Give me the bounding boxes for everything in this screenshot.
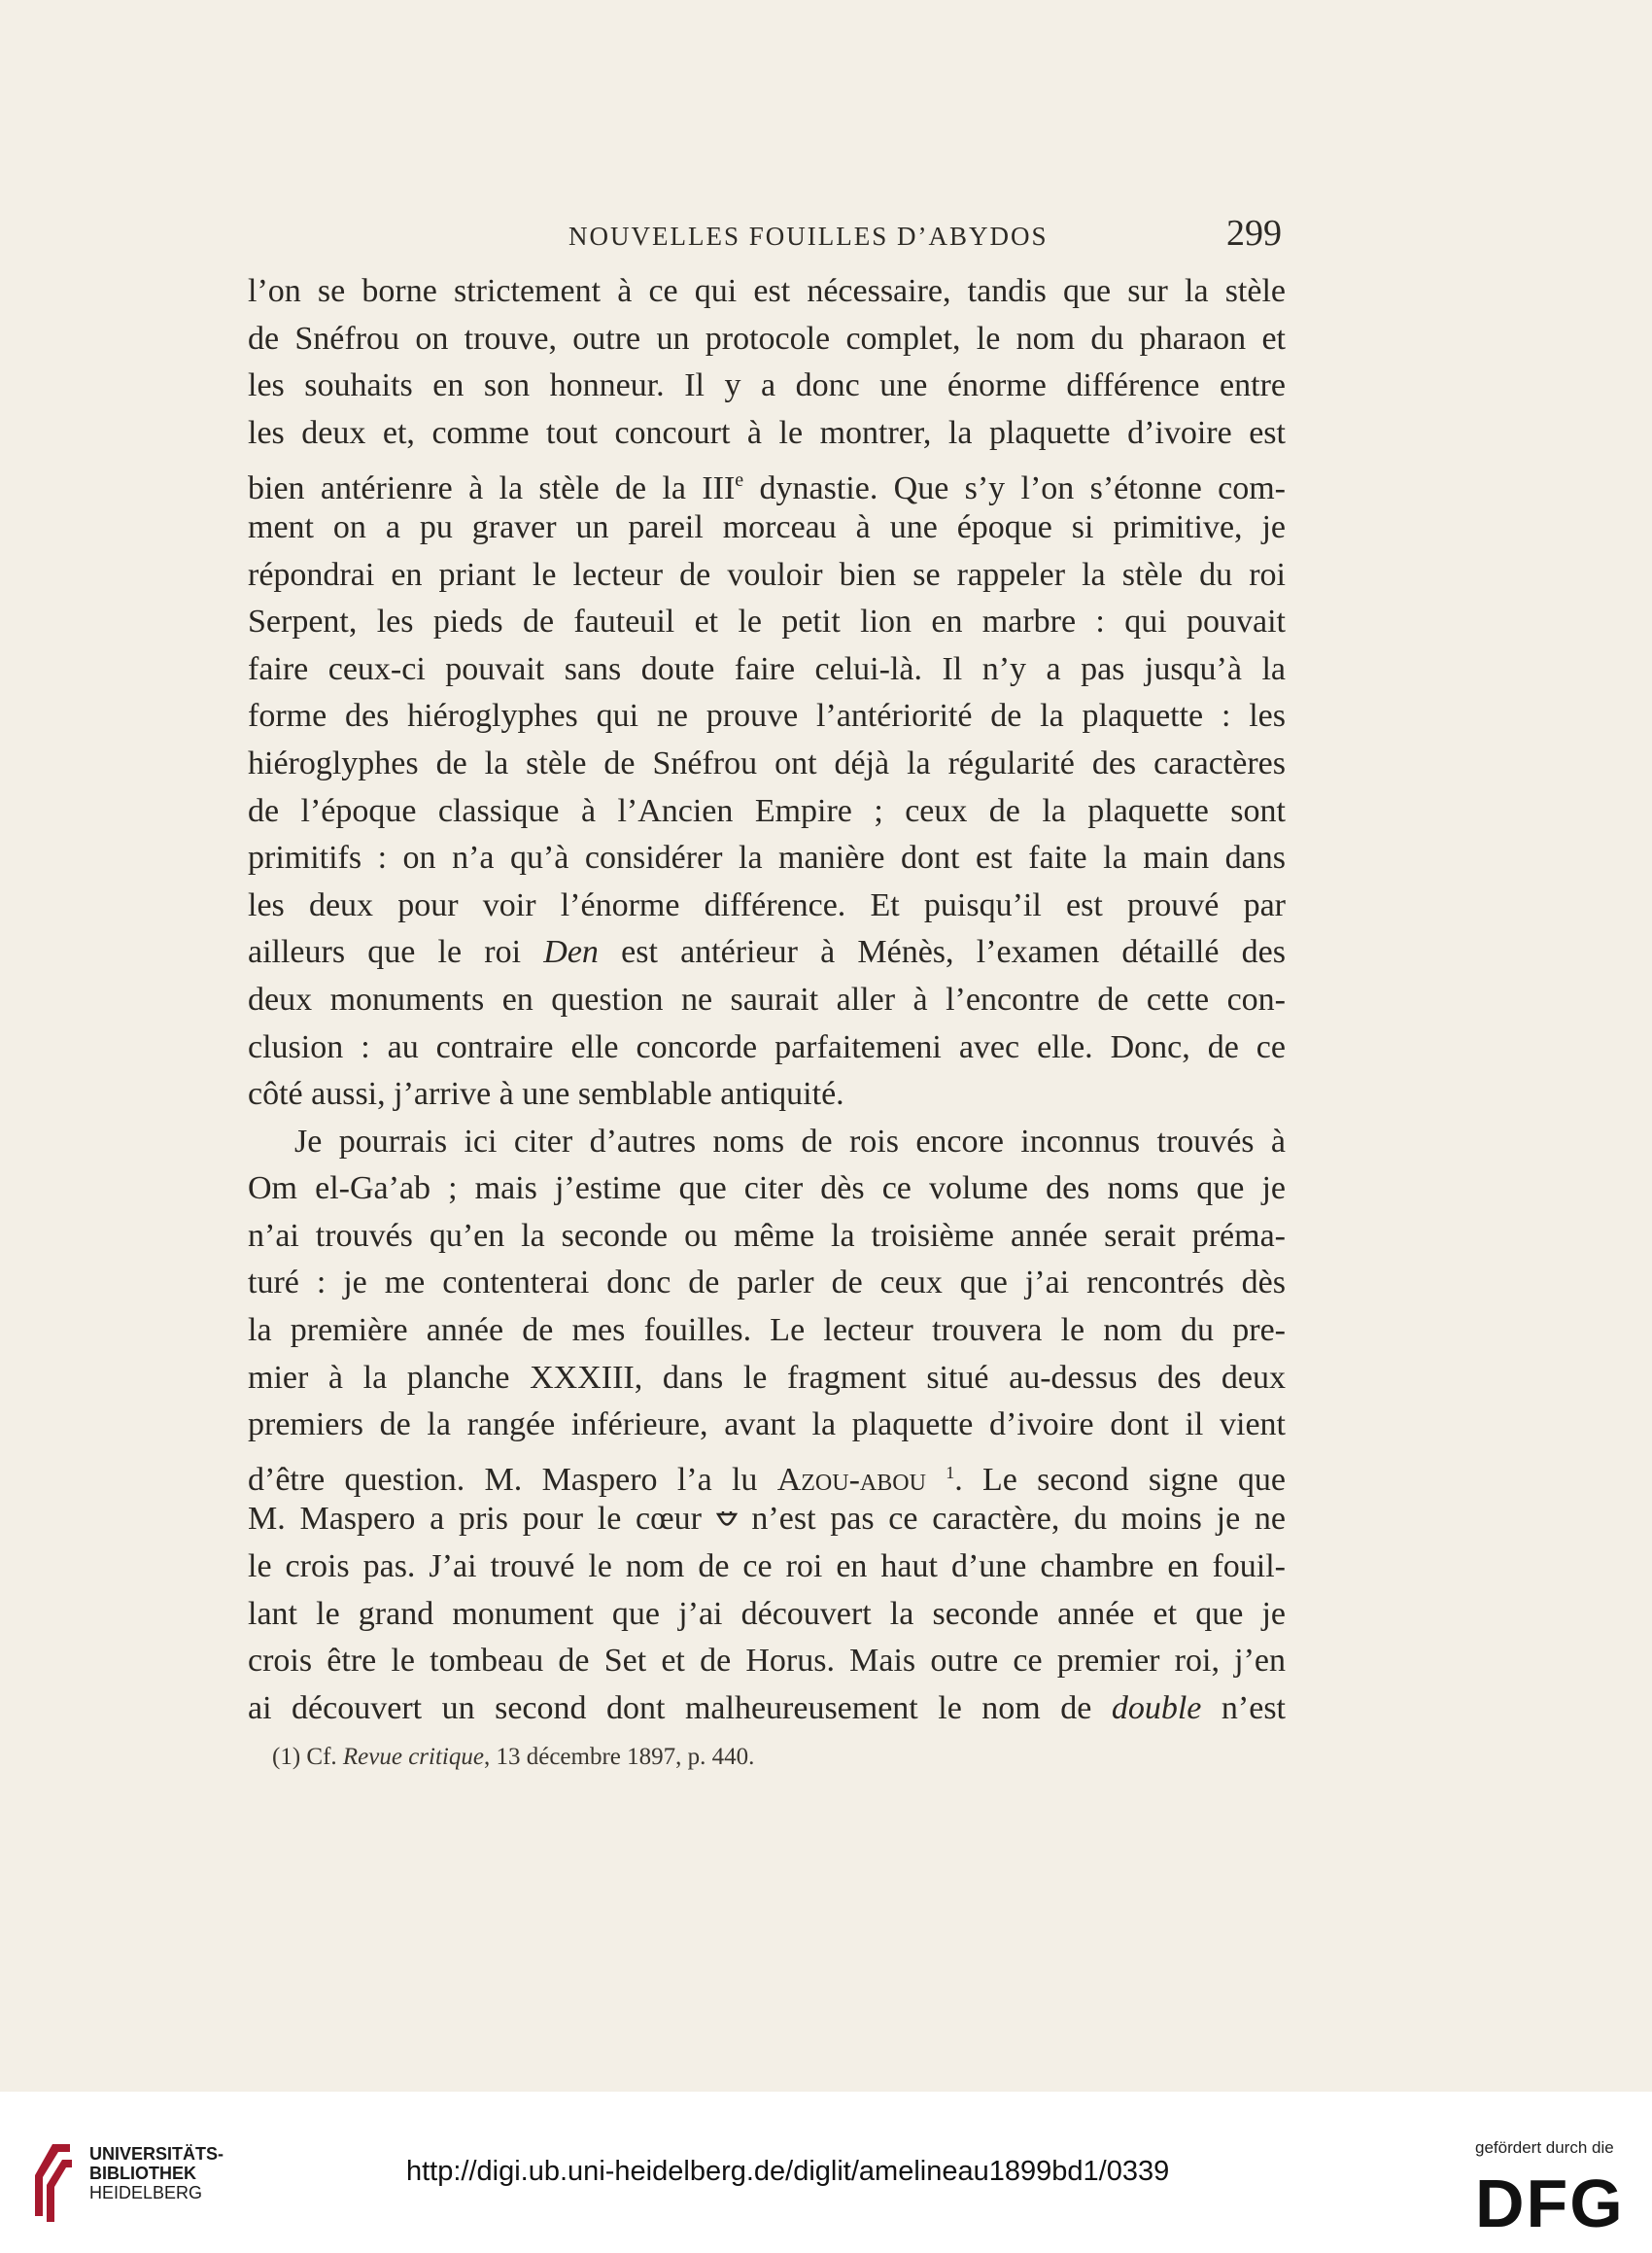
text-line (248, 599, 1286, 646)
funding-label: gefördert durch die (1475, 2138, 1614, 2157)
text-line (248, 929, 1286, 977)
line-text (248, 929, 1286, 977)
text-line (248, 552, 1286, 600)
text-line (248, 788, 1286, 836)
line-segment: bien antérienre à la stèle de la III (248, 469, 736, 506)
text-line (248, 457, 1286, 504)
text-line (248, 693, 1286, 741)
text-line (248, 1307, 1286, 1355)
text-line (248, 316, 1286, 364)
text-line (248, 504, 1286, 552)
text-line (248, 1685, 1286, 1733)
footnote-ref: 1 (946, 1462, 955, 1482)
line-text: les deux pour voir l’énorme différence. Et puisqu’il est prouvé par (248, 886, 1286, 923)
italic-word: double (1111, 1689, 1202, 1726)
text-line (248, 1591, 1286, 1639)
text-line (248, 1165, 1286, 1213)
text-line (248, 977, 1286, 1024)
superscript: e (735, 469, 744, 492)
text-line (248, 268, 1286, 316)
line-text: premiers de la rangée inférieure, avant la plaquette d’ivoire dont il vient (248, 1406, 1286, 1443)
text-line (248, 1402, 1286, 1449)
line-segment: n’est pas ce caractère, du moins je ne (737, 1501, 1286, 1538)
line-text: de Snéfrou on trouve, outre un protocole complet, le nom du pharaon et (248, 320, 1286, 357)
library-name-line: BIBLIOTHEK (89, 2164, 196, 2183)
text-line (248, 835, 1286, 883)
university-library-logo-icon (23, 2138, 78, 2226)
line-text: l’on se borne strictement à ce qui est nécessaire, tandis que sur la stèle (248, 273, 1286, 309)
line-text: primitifs : on n’a qu’à considérer la manière dont est faite la main dans (248, 840, 1286, 877)
text-line (248, 1024, 1286, 1072)
line-text: côté aussi, j’arrive à une semblable antiquité. (248, 1076, 844, 1113)
text-line (248, 883, 1286, 930)
line-text: clusion : au contraire elle concorde parfaitemeni avec elle. Donc, de ce (248, 1028, 1286, 1065)
page-number: 299 (1226, 213, 1282, 254)
line-text (248, 1496, 1286, 1543)
text-line (248, 1638, 1286, 1685)
text-line (248, 363, 1286, 410)
line-segment: M. Maspero a pris pour le cœur (248, 1501, 716, 1538)
text-line (248, 1260, 1286, 1307)
footnote-marker: (1) Cf. (272, 1744, 343, 1770)
text-line (248, 1355, 1286, 1403)
line-text: répondrai en priant le lecteur de vouloir bien se rappeler la stèle du roi (248, 556, 1286, 593)
line-text: de l’époque classique à l’Ancien Empire ; ceux de la plaquette sont (248, 792, 1286, 829)
footnote-title: Revue critique (342, 1744, 484, 1770)
line-text: Je pourrais ici citer d’autres noms de rois encore inconnus trouvés à (294, 1123, 1286, 1160)
text-line (248, 1071, 1286, 1119)
text-line (248, 410, 1286, 458)
line-segment: est antérieur à Ménès, l’examen détaillé des (598, 934, 1286, 971)
line-segment: dynastie. Que s’y l’on s’étonne com- (743, 469, 1286, 506)
line-text: n’ai trouvés qu’en la seconde ou même la troisième année serait préma- (248, 1217, 1286, 1254)
italic-name: Den (543, 934, 599, 971)
library-name-line: UNIVERSITÄTS- (89, 2144, 224, 2164)
line-text: Om el-Ga’ab ; mais j’estime que citer dès ce volume des noms que je (248, 1170, 1286, 1207)
line-text: crois être le tombeau de Set et de Horus. Mais outre ce premier roi, j’en (248, 1643, 1286, 1680)
text-line (248, 646, 1286, 694)
line-segment: . Le second signe que (954, 1462, 1287, 1499)
text-line (248, 1119, 1286, 1166)
source-url-link[interactable]: http://digi.ub.uni-heidelberg.de/diglit/amelineau1899bd1/0339 (406, 2156, 1170, 2187)
line-text (248, 1449, 1286, 1497)
line-segment: n’est (1201, 1689, 1287, 1726)
line-text: les deux et, comme tout concourt à le montrer, la plaquette d’ivoire est (248, 414, 1286, 451)
running-title: NOUVELLES FOUILLES D’ABYDOS (568, 222, 1049, 251)
line-segment: ai découvert un second dont malheureusement le nom de (248, 1689, 1112, 1726)
footnote (272, 1744, 754, 1771)
footnote-rest: , 13 décembre 1897, p. 440. (483, 1744, 755, 1770)
line-text: deux monuments en question ne saurait aller à l’encontre de cette con- (248, 981, 1286, 1018)
line-text: hiéroglyphes de la stèle de Snéfrou ont déjà la régularité des caractères (248, 745, 1286, 781)
body-text (248, 268, 1286, 1732)
line-text: la première année de mes fouilles. Le lecteur trouvera le nom du pre- (248, 1312, 1286, 1349)
line-segment: d’être question. M. Maspero l’a lu (248, 1462, 777, 1499)
text-line (248, 741, 1286, 788)
line-text (248, 457, 1286, 504)
dfg-logo: DFG (1475, 2166, 1625, 2241)
library-name-line: HEIDELBERG (89, 2183, 203, 2202)
line-text: ment on a pu graver un pareil morceau à une époque si primitive, je (248, 508, 1286, 545)
text-line (248, 1543, 1286, 1591)
line-text: faire ceux-ci pouvait sans doute faire celui-là. Il n’y a pas jusqu’à la (248, 650, 1286, 687)
text-line (248, 1496, 1286, 1543)
small-caps-name: Azou-abou (776, 1462, 926, 1499)
library-name (89, 2144, 224, 2202)
line-text: les souhaits en son honneur. Il y a donc une énorme différence entre (248, 367, 1286, 404)
text-line (248, 1449, 1286, 1497)
line-text: mier à la planche XXXIII, dans le fragment situé au-dessus des deux (248, 1359, 1286, 1396)
line-text: Serpent, les pieds de fauteuil et le petit lion en marbre : qui pouvait (248, 604, 1286, 641)
line-text: forme des hiéroglyphes qui ne prouve l’antériorité de la plaquette : les (248, 698, 1286, 735)
line-text: le crois pas. J’ai trouvé le nom de ce roi en haut d’une chambre en fouil- (248, 1548, 1286, 1585)
heart-hieroglyph-icon (716, 1511, 738, 1531)
line-text: lant le grand monument que j’ai découvert la seconde année et que je (248, 1595, 1286, 1632)
line-text (248, 1685, 1286, 1733)
line-text: turé : je me contenterai donc de parler de ceux que j’ai rencontrés dès (248, 1265, 1286, 1301)
text-line (248, 1213, 1286, 1261)
line-segment: ailleurs que le roi (248, 934, 544, 971)
